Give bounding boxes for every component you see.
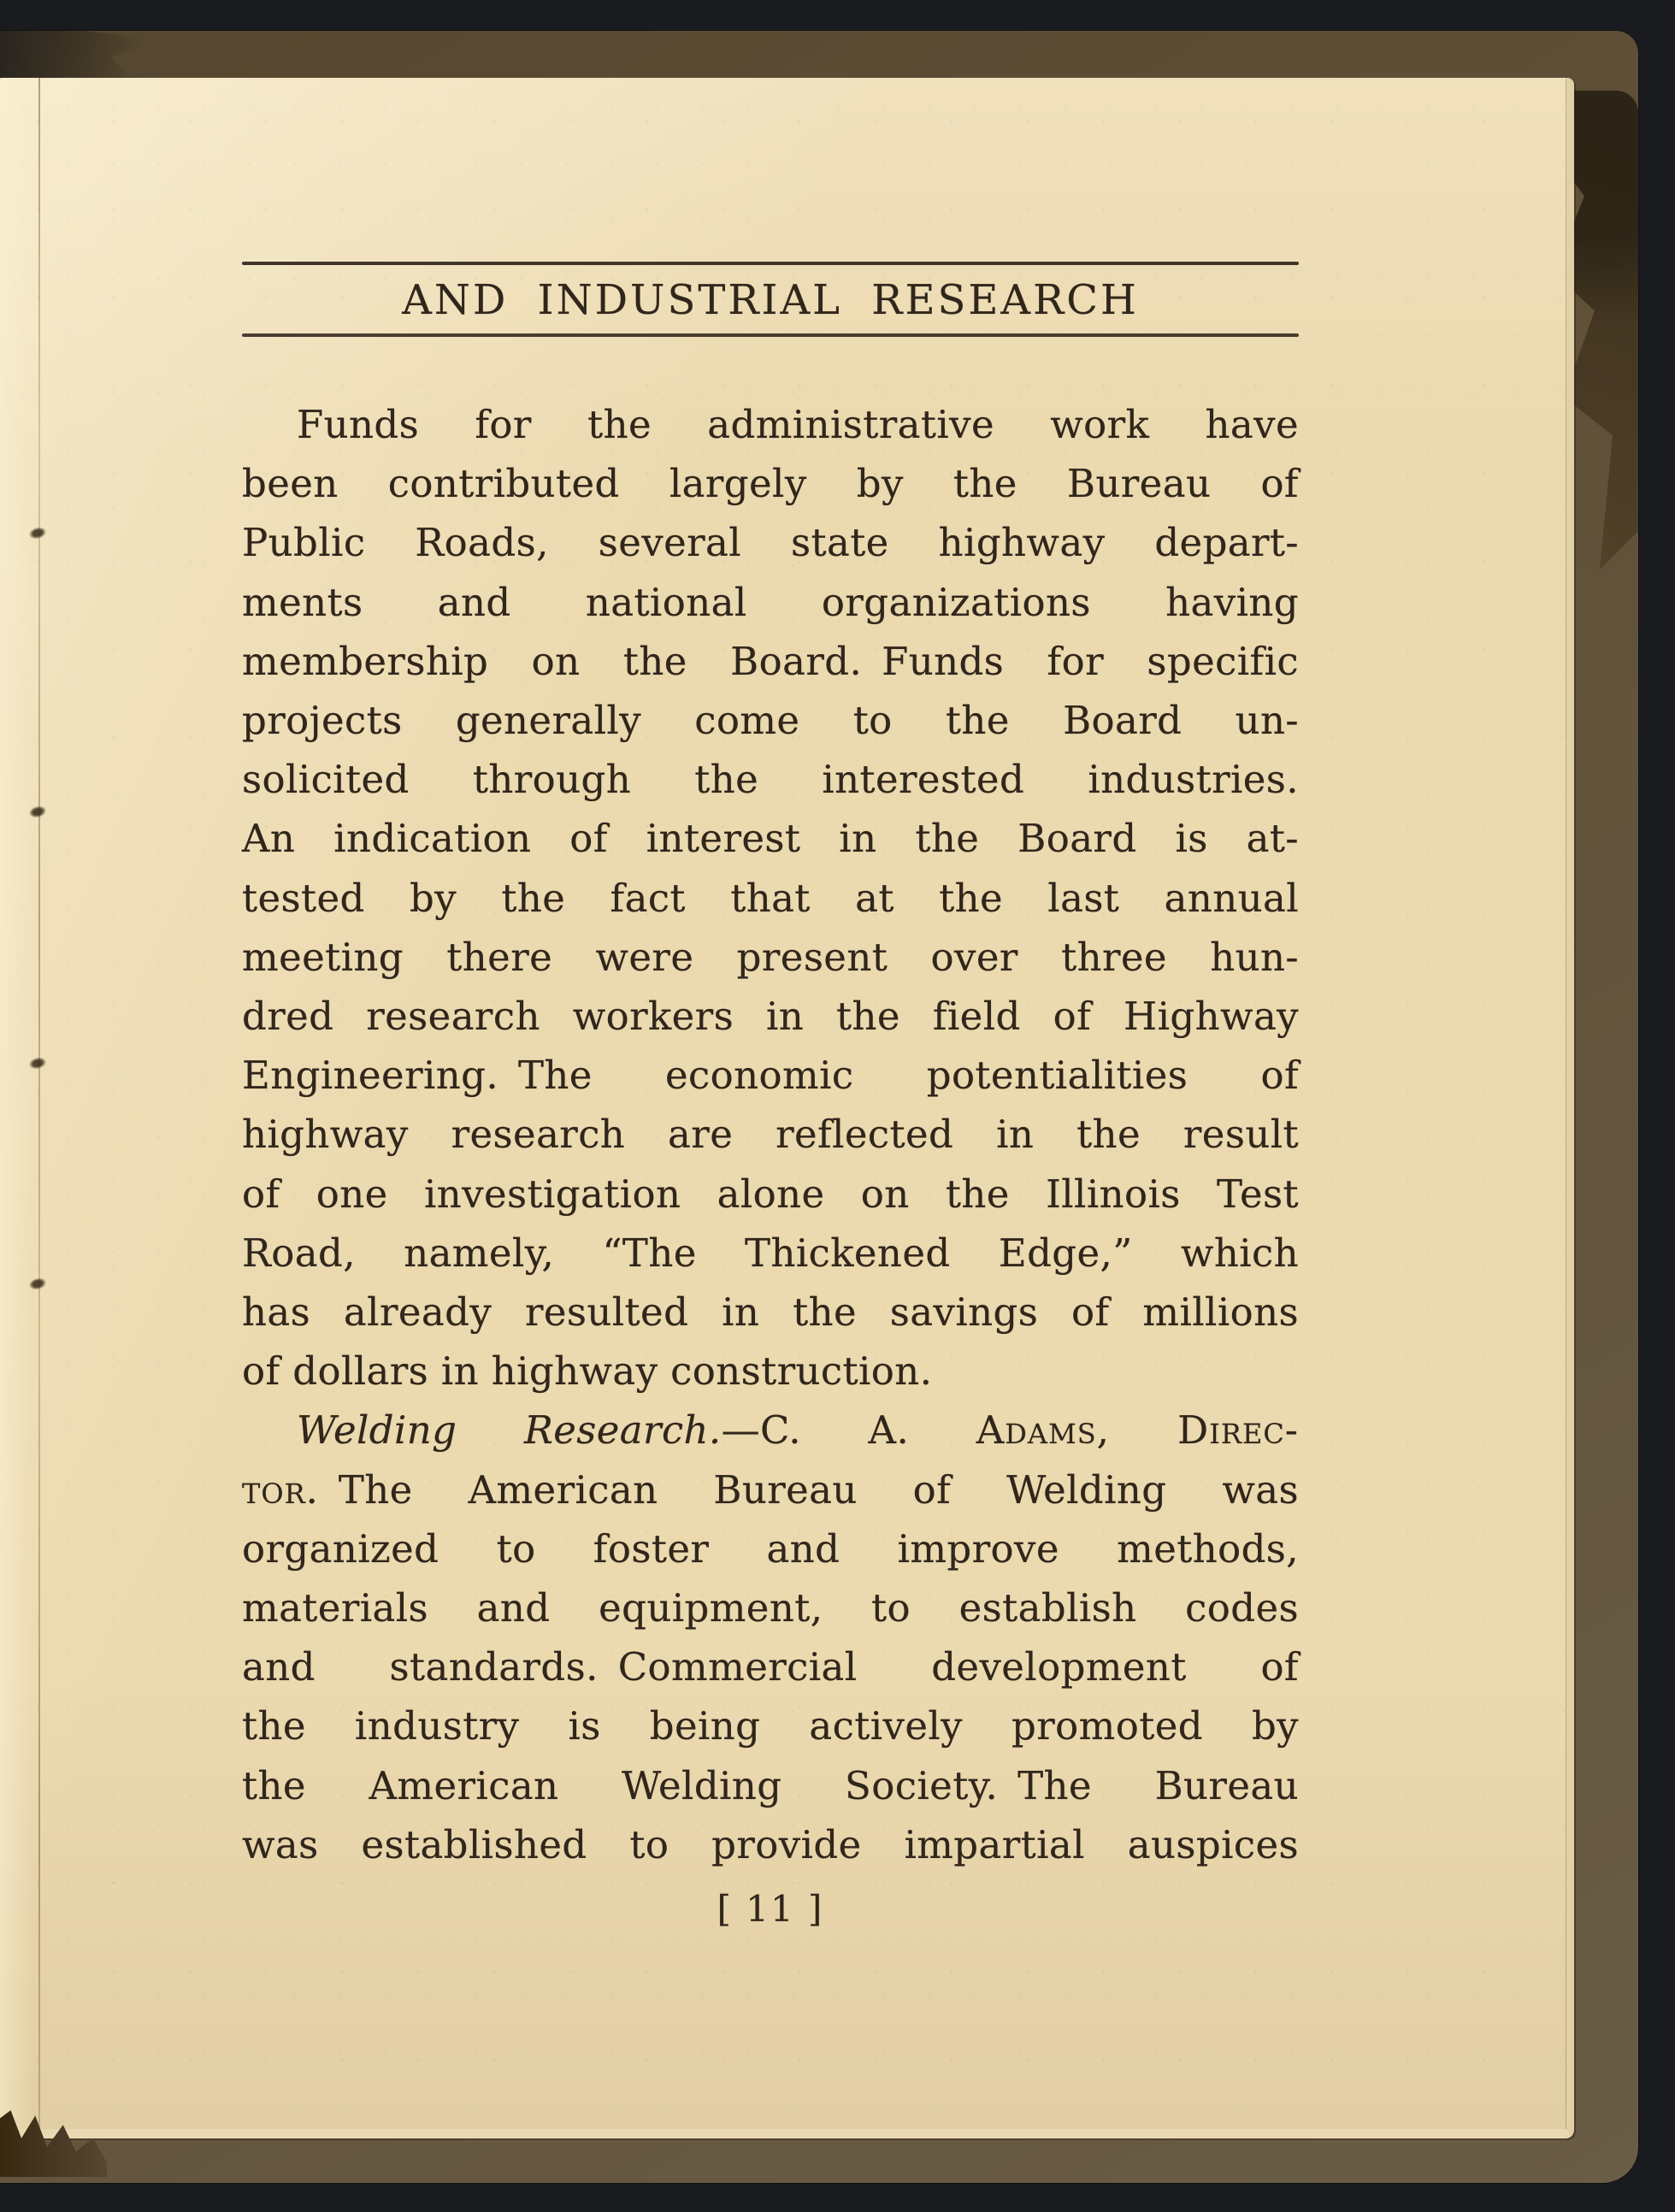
text-segment: Funds for the administrative work have: [297, 402, 1299, 447]
text-segment: The American Bureau of Welding was: [318, 1466, 1299, 1513]
stitch-mark: [28, 1277, 48, 1291]
text-line: [242, 1283, 1299, 1342]
text-line: [242, 1224, 1299, 1283]
text-segment: meeting there were present over three hun-: [242, 934, 1299, 980]
header-rule-top: [242, 262, 1299, 265]
text-line: [242, 1401, 1299, 1460]
text-segment: Road, namely, “The Thickened Edge,” which: [242, 1230, 1299, 1276]
text-line: [242, 750, 1299, 809]
text-segment: solicited through the interested industries.: [242, 757, 1299, 803]
text-line: [242, 1578, 1299, 1637]
text-line: [242, 1046, 1299, 1105]
text-line: [242, 1460, 1299, 1519]
text-line: [242, 1165, 1299, 1224]
text-segment: and standards. Commercial development of: [242, 1644, 1299, 1690]
text-segment: the industry is being actively promoted by: [242, 1703, 1299, 1749]
text-segment: Engineering. The economic potentialities of: [242, 1053, 1299, 1099]
text-line: [242, 987, 1299, 1046]
text-segment: of dollars in highway construction.: [242, 1348, 933, 1395]
text-segment: tested by the fact that at the last annual: [242, 875, 1299, 921]
text-segment: —C. A.: [721, 1407, 976, 1454]
text-line: [242, 1696, 1299, 1755]
text-segment-smallcaps: tor.: [242, 1466, 319, 1513]
text-segment: membership on the Board. Funds for specific: [242, 638, 1299, 684]
header-rule-bottom: [242, 333, 1299, 337]
text-line: [242, 869, 1299, 928]
text-line: [242, 573, 1299, 632]
text-line: [242, 454, 1299, 513]
text-segment: was established to provide impartial auspices: [242, 1821, 1299, 1867]
text-line: [242, 1519, 1299, 1578]
text-segment: dred research workers in the field of Highway: [242, 994, 1299, 1040]
body-text: [242, 395, 1299, 1874]
text-segment: organized to foster and improve methods,: [242, 1525, 1299, 1572]
text-segment: of one investigation alone on the Illinois Test: [242, 1171, 1299, 1217]
text-line: [242, 1756, 1299, 1815]
page-header: [242, 262, 1299, 337]
stitch-mark: [28, 1056, 48, 1071]
text-line: [242, 928, 1299, 987]
text-segment: the American Welding Society. The Bureau: [242, 1762, 1299, 1808]
text-segment: ments and national organizations having: [242, 579, 1299, 625]
cover-tear: [0, 31, 162, 82]
text-line: [242, 632, 1299, 691]
text-line: [242, 1105, 1299, 1164]
text-segment: An indication of interest in the Board is at-: [242, 816, 1299, 862]
text-line: [242, 1342, 1299, 1401]
text-segment: Public Roads, several state highway depart-: [242, 520, 1299, 566]
text-line: [242, 809, 1299, 868]
page-title: AND INDUSTRIAL RESEARCH: [402, 276, 1139, 324]
page-number: [ 11 ]: [717, 1888, 824, 1931]
text-segment: highway research are reflected in the result: [242, 1112, 1299, 1158]
stitch-mark: [28, 805, 48, 819]
text-segment-italic: Welding Research.: [297, 1407, 722, 1454]
stitch-mark: [28, 526, 48, 540]
text-line: [242, 395, 1299, 454]
text-line: [242, 1637, 1299, 1696]
text-segment-smallcaps: Adams, Direc-: [976, 1407, 1300, 1454]
text-line: [242, 513, 1299, 572]
text-segment: has already resulted in the savings of millions: [242, 1289, 1299, 1336]
text-line: [242, 691, 1299, 750]
text-segment: been contributed largely by the Bureau of: [242, 461, 1299, 507]
page-content: [242, 262, 1299, 1930]
text-segment: materials and equipment, to establish codes: [242, 1585, 1299, 1631]
text-segment: projects generally come to the Board un-: [242, 698, 1299, 744]
gutter-seam: [38, 78, 40, 2129]
text-line: [242, 1815, 1299, 1874]
book-page: [0, 78, 1574, 2138]
